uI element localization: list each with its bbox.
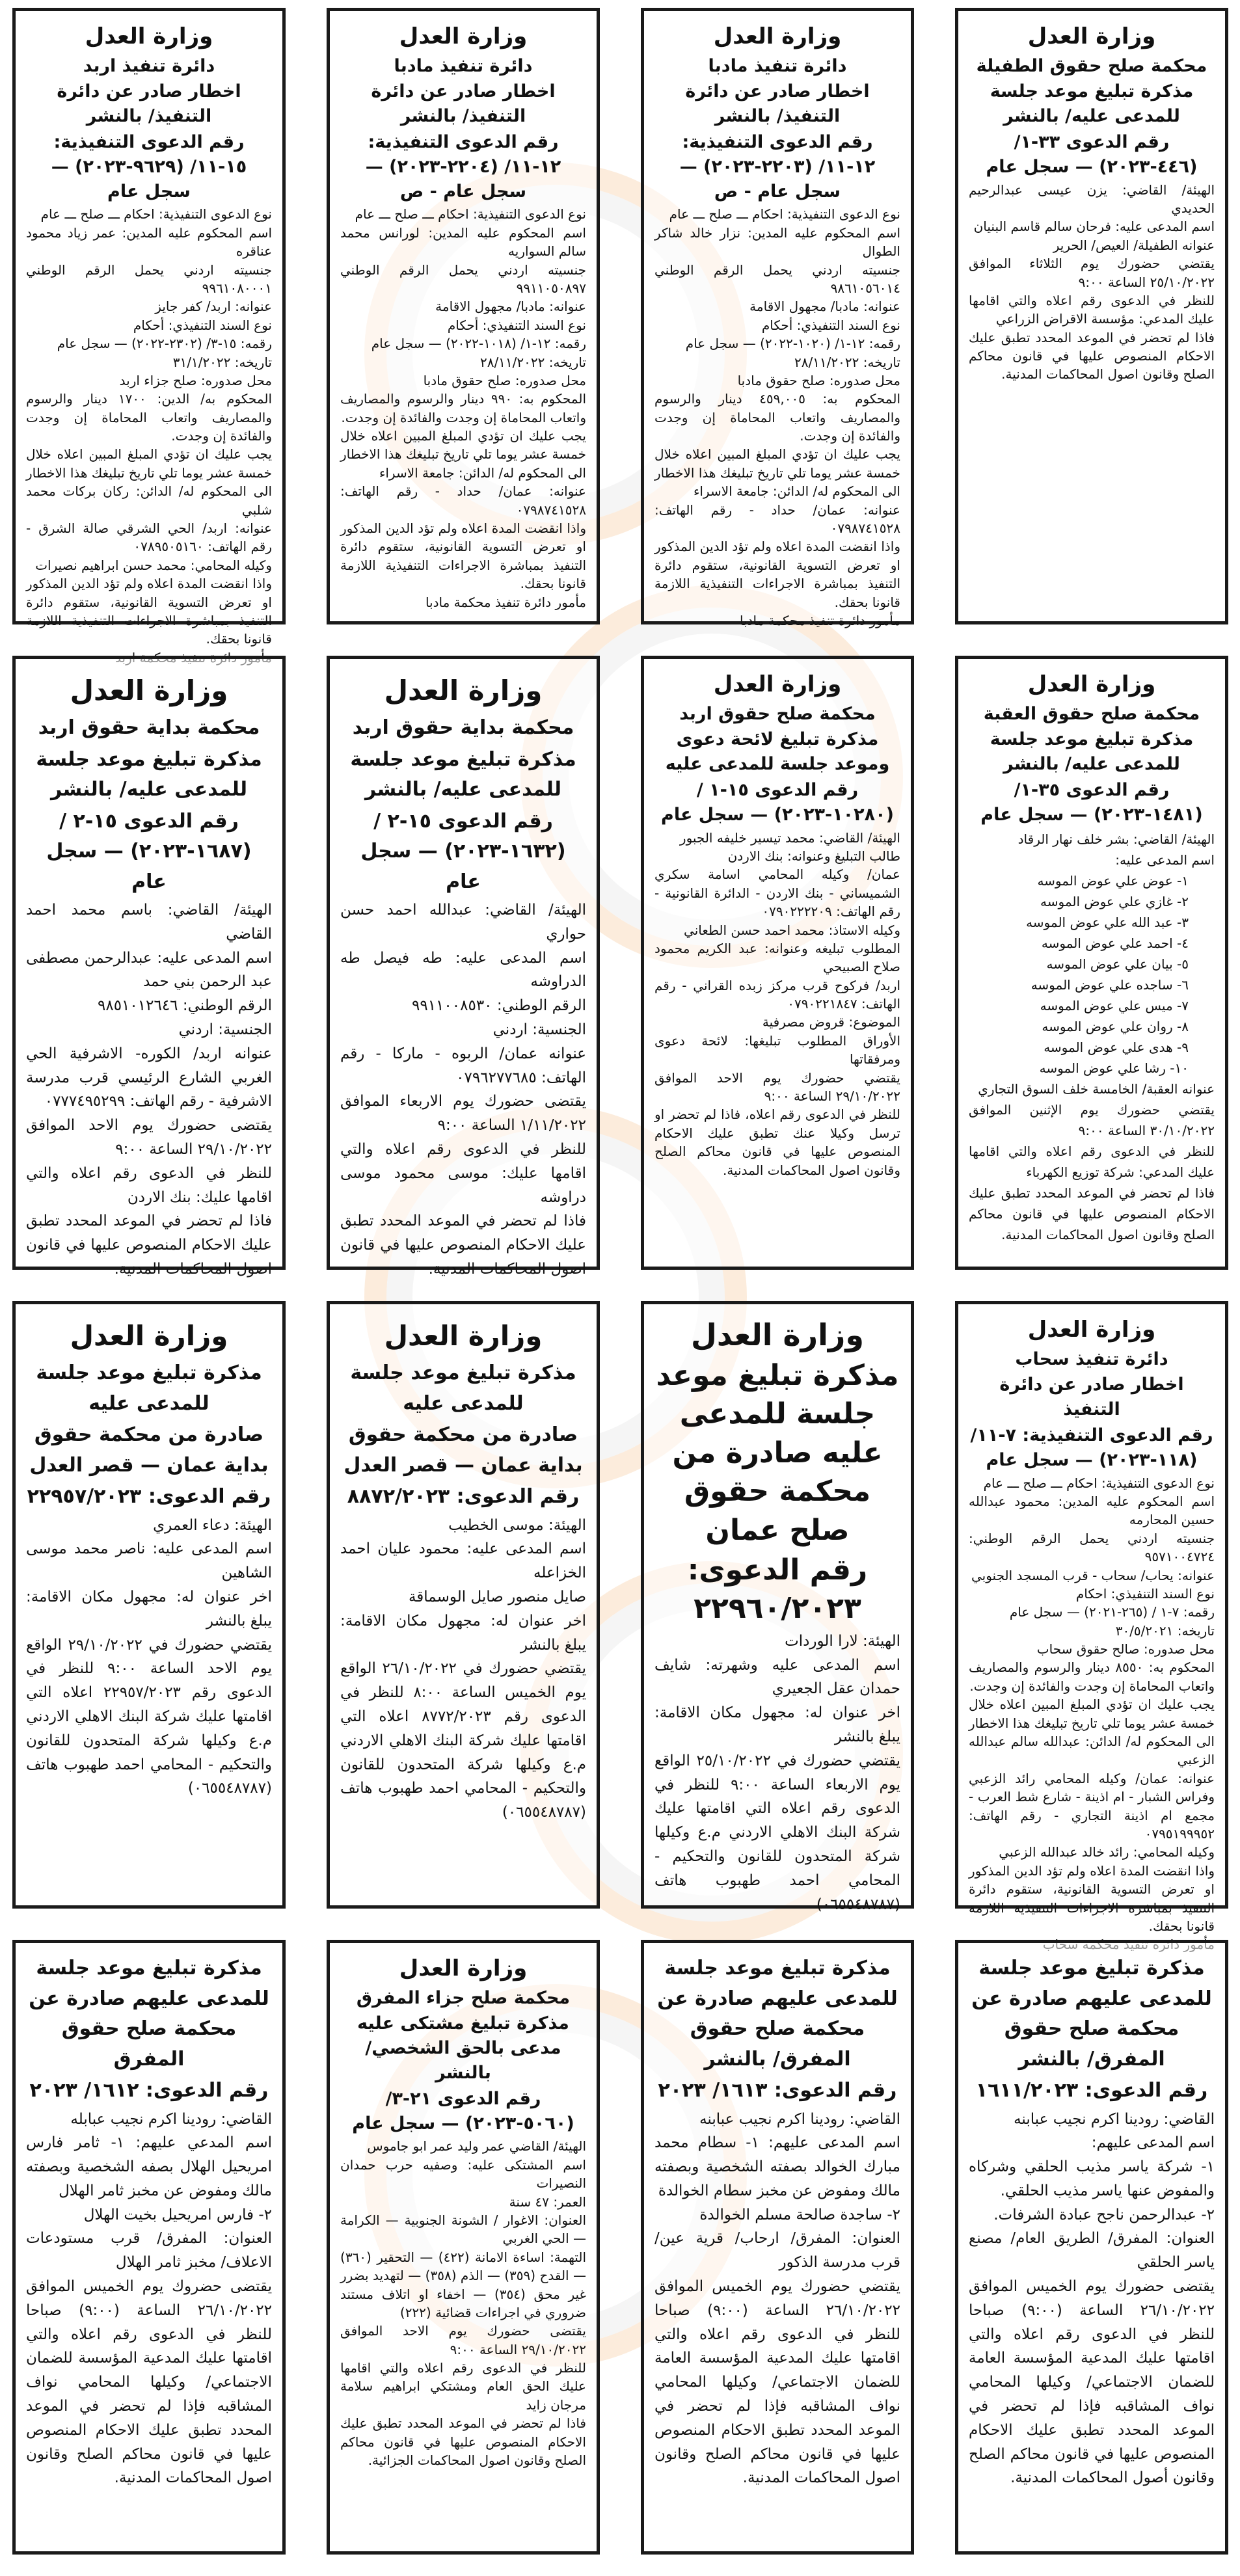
legal-notice <box>641 1940 914 2555</box>
notice-paragraph: وكيله الاستاذ: محمد احمد حسن الطعاني <box>684 922 900 938</box>
notice-subheading: رقم الدعوى التنفيذية: ١٥-١١/ (٩٦٢٩-٢٠٢٣) — سجل عام <box>51 131 247 202</box>
notice-paragraph: عنوانه عمان/ الربوه - ماركا - رقم الهاتف: ٠٧٩٦٢٧٧٦٨٥ <box>340 1045 586 1086</box>
notice-subheading: مذكرة تبليغ موعد جلسة للمدعى عليه صادرة من محكمة حقوق صلح عمان <box>656 1359 899 1547</box>
notice-paragraph: المطلوب تبليغه وعنوانه: عبد الكريم محمود صلاح الصبيحي <box>654 940 900 975</box>
notice-paragraph: تاريخه: ٣١/١/٢٠٢٢ <box>172 354 272 370</box>
notice-paragraph: اسم المدعى عليه: محمود عليان احمد الخزاعله <box>340 1540 586 1582</box>
notice-paragraph: يجب عليك ان تؤدي المبلغ المبين اعلاه خلال خمسة عشر يوما تلي تاريخ تبليغك هذا الاخطار <box>654 446 900 481</box>
legal-notice <box>12 1940 286 2555</box>
notice-subheading: رقم الدعوى ١٥-٢ / (١٦٨٧-٢٠٢٣) — سجل عام <box>46 809 252 893</box>
notice-paragraph: طالب التبليغ وعنوانه: بنك الاردن <box>727 848 900 864</box>
notice-paragraph: التهمة: اساءة الامانة (٤٢٢) — التحقير (٣٦٠) — القدح (٣٥٩) — الذم (٣٥٨) — لتهديد بضرر غير محق (٣٥٤) — اخفاء او اتلاف مستند ضروري في اجراءات قضائية (٢٢٢) <box>340 2249 586 2320</box>
notice-paragraph: الى المحكوم له/ الدائن: جامعة الاسراء <box>693 483 900 500</box>
notice-paragraph: جنسيته اردني يحمل الرقم الوطني ٩٩٦١٠٨٠٠٠١ <box>26 262 272 296</box>
legal-notice <box>12 656 286 1278</box>
notice-paragraph: الموضوع: قروض مصرفية <box>762 1014 900 1030</box>
notice-paragraph: الجنسية: اردني <box>492 1021 586 1039</box>
notice-paragraph: نوع السند التنفيذي: أحكام <box>133 317 272 333</box>
legal-notice <box>327 656 600 1278</box>
notice-subheading: اخطار صادر عن دائرة التنفيذ <box>999 1375 1184 1420</box>
legal-notice <box>955 656 1228 1270</box>
notice-paragraph: نوع السند التنفيذي: احكام <box>1075 1585 1215 1602</box>
notice-paragraph: اسم المدعى عليه: عبدالرحمن مصطفى عبد الرحمن بني حمد <box>26 949 272 991</box>
notice-paragraph: مأمور دائرة تنفيذ محكمة مادبا <box>425 594 586 610</box>
notice-paragraph: للنظر في الدعوى رقم اعلاه والتي اقامها عليك الحق العام ومشتكي ابراهيم سلامة مرجان زايد <box>340 2360 586 2413</box>
notice-subheading: مذكرة تبليغ موعد جلسة للمدعى عليه <box>350 1362 576 1415</box>
notice-paragraph: يقتضي حضورك في ٢٦/١٠/٢٠٢٢ الواقع يوم الخميس الساعة ٨:٠٠ للنظر في الدعوى رقم ٨٧٧٢/٢٠٢٣ اعلاه التي اقامتها عليك شركة البنك الاهلي الاردني م.ع وكيلها شركة المتحدون للقانون والتحكيم - المحامي احمد طهبوب هاتف (٠٦٥٥٤٨٧٨٧) <box>340 1660 586 1821</box>
notice-paragraph: الهيئة/ القاضي: باسم محمد احمد القاضي <box>26 902 272 943</box>
notice-paragraph: رقمه: ٧-١ / (٢٦٥-٢٠٢١) — سجل عام <box>1009 1604 1215 1620</box>
notice-paragraph: المحكوم به: ٩٩٠ دينار والرسوم والمصاريف واتعاب المحاماة إن وجدت والفائدة إن وجدت. <box>340 391 587 425</box>
notice-paragraph: رقمه: ١٢-١/ (١٠١٨-٢٠٢٢) — سجل عام <box>371 336 586 352</box>
notice-subheading: صادرة من محكمة حقوق بداية عمان — قصر العدل <box>344 1423 583 1477</box>
notice-paragraph: الرقم الوطني: ٩٩١١٠٠٨٥٣٠ <box>411 997 586 1015</box>
notice-paragraph: اسم المحكوم عليه المدين: لورانس محمد سالم السواريه <box>340 224 586 260</box>
notice-paragraph: عنوانه: اربد/ الحي الشرقي صالة الشرق - رقم الهاتف: ٠٧٨٩٥٠٥١٦٠ <box>26 520 272 555</box>
notice-paragraph: عنوانه اربد/ الكوره- الاشرفية الحي الغربي الشارع الرئيسي قرب مدرسة الاشرفية - رقم الهاتف: ٠٧٧٧٤٩٥٢٩٩ <box>26 1045 272 1110</box>
notice-paragraph: وكيله المحامي: محمد حسن ابراهيم نصيرات <box>35 557 272 573</box>
notice-paragraph: ١- عوض علي عوض الموسه <box>1037 872 1189 889</box>
notice-paragraph: ٣- عبد الله علي عوض الموسه <box>1026 914 1189 930</box>
legal-notice <box>955 8 1228 624</box>
legal-notice <box>641 1301 914 1913</box>
notice-paragraph: يقتضي حضورك في ٢٩/١٠/٢٠٢٢ الواقع يوم الاحد الساعة ٩:٠٠ للنظر في الدعوى رقم ٢٢٩٥٧/٢٠٢٣ اعلاه التي اقامتها عليك شركة البنك الاهلي الاردني م.ع وكيلها شركة المتحدون للقانون والتحكيم - المحامي احمد طهبوب هاتف (٠٦٥٥٤٨٧٨٧) <box>26 1636 272 1797</box>
notice-paragraph: اسم المحكوم عليه المدين: عمر زياد محمود عناقره <box>26 224 272 260</box>
notice-paragraph: ٢- ساجدة صالحة مسلم الخوالدة <box>699 2206 900 2223</box>
notice-heading: وزارة العدل <box>85 23 213 49</box>
notice-heading: وزارة العدل <box>691 1317 864 1352</box>
notice-subheading: دائرة تنفيذ سحاب <box>1015 1348 1168 1369</box>
notice-paragraph: الهيئة/ القاضي: بشر خلف نهار الرقاد <box>1018 831 1215 847</box>
notice-heading: مذكرة تبليغ موعد جلسة للمدعى عليهم صادرة عن محكمة صلح حقوق المفرق/ بالنشر <box>657 1957 898 2071</box>
notice-paragraph: الهيئة/ القاضي: يزن عيسى عبدالرحيم الحديدي <box>969 181 1215 216</box>
notice-heading: وزارة العدل <box>399 23 528 49</box>
notice-paragraph: عنوانه: يحاب/ سحاب - قرب المسجد الجنوبي <box>971 1567 1215 1583</box>
notice-paragraph: جنسيته اردني يحمل الرقم الوطني ٩٩١١٠٥٠٨٩٧ <box>340 262 586 296</box>
notice-paragraph: الهيئة: موسى الخطيب <box>448 1516 586 1534</box>
notice-subheading: صادرة من محكمة حقوق بداية عمان — قصر العدل <box>29 1423 269 1477</box>
notice-subheading: اخطار صادر عن دائرة التنفيذ/ بالنشر <box>371 81 556 127</box>
notice-paragraph: ٩- هدى علي عوض الموسه <box>1044 1039 1189 1055</box>
notice-paragraph: اسم المدعي عليهم: ١- ثامر فارس امريحيل الهلال بصفه الشخصية وبصفته مالك ومفوض عن مخبز ثامر الهلال <box>26 2134 273 2199</box>
notice-paragraph: القاضي: رودينا اكرم نجيب عبابله <box>70 2110 272 2128</box>
notice-paragraph: مأمور دائرة تنفيذ محكمة مادبا <box>739 612 900 628</box>
notice-paragraph: فاذا لم تحضر في الموعد المحدد تطبق عليك الاحكام المنصوص عليها في قانون محاكم الصلح وقانون اصول المحاكمات الجزائية. <box>340 2415 586 2469</box>
notice-paragraph: محل صدوره: صالح حقوق سحاب <box>1036 1641 1215 1657</box>
notice-subheading: رقم الدعوى التنفيذية: ١٢-١١/ (٢٢٠٤-٢٠٢٣) — سجل عام - ص <box>365 131 561 202</box>
notice-heading: وزارة العدل <box>70 1320 228 1352</box>
notice-subheading: محكمة صلح حقوق اربد <box>679 703 876 724</box>
notice-paragraph: اخر عنوان له: مجهول مكان الاقامة: يبلغ بالنشر <box>26 1588 272 1630</box>
notice-paragraph: جنسيته اردني يحمل الرقم الوطني ٩٨٦١٠٥٦٠١٤ <box>654 262 900 296</box>
legal-notice <box>641 656 914 1270</box>
notice-heading: وزارة العدل <box>1027 23 1156 49</box>
notice-paragraph: تاريخه: ٢٨/١١/٢٠٢٢ <box>794 354 900 370</box>
legal-notice <box>955 1940 1228 2555</box>
notice-paragraph: يقتضى حضورك يوم الاحد الموافق ٢٩/١٠/٢٠٢٢ الساعة ٩:٠٠ <box>26 1117 272 1159</box>
notice-paragraph: صايل منصور صايل الوسماقة <box>408 1588 586 1605</box>
notice-paragraph: رقمه: ١٥-٣/ (٢٣٠٢-٢٠٢٢) — سجل عام <box>57 336 272 352</box>
notice-paragraph: الى المحكوم له/ الدائن: جامعة الاسراء <box>379 464 586 481</box>
notice-paragraph: نوع الدعوى التنفيذية: احكام ـــ صلح ـــ عام <box>983 1475 1215 1491</box>
notice-subheading: رقم الدعوى ٣٥-١/ (١٤٨١-٢٠٢٣) — سجل عام <box>980 779 1203 825</box>
notice-subheading: رقم الدعوى التنفيذية: ١٢-١١/ (٢٢٠٣-٢٠٢٣) — سجل عام - ص <box>679 131 876 202</box>
notice-paragraph: عمان/ وكيله المحامي اسامة سكري الشميساني - بنك الاردن - الدائرة القانونية - رقم الهاتف: ٠٧٩٠٢٢٢٢٠٩ <box>654 866 900 920</box>
notice-subheading: دائرة تنفيذ مادبا <box>708 55 847 76</box>
notice-paragraph: ٥- بيان علي عوض الموسه <box>1046 956 1189 972</box>
notice-heading: وزارة العدل <box>713 671 842 697</box>
notice-paragraph: اخر عنوان له: مجهول مكان الاقامة: يبلغ بالنشر <box>340 1612 586 1654</box>
notice-paragraph: المحكوم به/ الدين: ١٧٠٠ دينار والرسوم والمصاريف واتعاب المحاماة إن وجدت والفائدة إن وجدت. <box>26 391 272 444</box>
notice-paragraph: الرقم الوطني: ٩٨٥١٠١٢٦٤٦ <box>97 997 272 1015</box>
notice-heading: وزارة العدل <box>70 675 228 706</box>
notice-paragraph: ٦- ساجده علي عوض الموسه <box>1031 976 1189 993</box>
notice-paragraph: اسم المدعى عليه: فرحان سالم قاسم البنيان <box>973 219 1215 235</box>
notice-subheading: مذكرة تبليغ موعد جلسة للمدعى عليه/ بالنشر <box>990 729 1194 775</box>
legal-notice <box>327 1940 600 2555</box>
notice-paragraph: ٧- ميس علي عوض الموسه <box>1040 997 1189 1013</box>
notice-subheading: مذكرة تبليغ لائحة دعوى وموعد جلسة للمدعى عليه <box>665 729 890 775</box>
notice-paragraph: اسم المحكوم عليه المدين: محمود عبدالله حسين المحارمه <box>969 1493 1215 1528</box>
notice-paragraph: العنوان: الاغوار / الشونة الجنوبية — الكرامة — الحي الغربي <box>340 2212 586 2247</box>
notice-paragraph: اسم المدعى عليه: طه فيصل طه الدراوشه <box>340 949 586 991</box>
notice-paragraph: ٢- عبدالرحمن ناجح عبادة الشرفات. <box>993 2206 1215 2223</box>
notice-paragraph: يقتضي حضورك يوم الخميس الموافق ٢٦/١٠/٢٠٢٢ الساعة (٩:٠٠) صباحا للنظر في الدعوى رقم اعلاه والتي اقامتها عليك المدعية المؤسسة العامة للضمان الاجتماعي/ وكيلها المحامي نواف المشاقبه فإذا لم تحضر في الموعد المحدد تطبق الاحكام المنصوص عليها في قانون محاكم الصلح وقانون اصول المحاكمات المدنية. <box>654 2278 900 2487</box>
notice-subheading: رقم الدعوى ٣٣-١/ (٤٤٦-٢٠٢٣) — سجل عام <box>986 131 1198 177</box>
notice-paragraph: يقتضى حضورك يوم الاحد الموافق ٢٩/١٠/٢٠٢٢ الساعة ٩:٠٠ <box>340 2323 586 2357</box>
notice-paragraph: الهيئة/ القاضي: محمد تيسير خليفه الجبور <box>679 829 900 846</box>
legal-notice <box>327 1301 600 1909</box>
notice-paragraph: للنظر في الدعوى رقم اعلاه، فاذا لم تحضر او ترسل وكيلا عنك تطبق عليك الاحكام المنصوص عليها في قانون محاكم الصلح وقانون اصول المحاكمات المدنية. <box>654 1107 900 1178</box>
notice-paragraph: يقتضي حضورك يوم الثلاثاء الموافق ٢٥/١٠/٢٠٢٢ الساعة ٩:٠٠ <box>969 256 1215 290</box>
notice-paragraph: نوع الدعوى التنفيذية: احكام ـــ صلح ـــ عام <box>355 206 586 222</box>
notice-paragraph: ٢- غازي علي عوض الموسه <box>1040 893 1189 909</box>
notice-paragraph: تاريخه: ٢٨/١١/٢٠٢٢ <box>479 354 586 370</box>
notice-subheading: دائرة تنفيذ مادبا <box>394 55 533 76</box>
notice-paragraph: جنسيته اردني يحمل الرقم الوطني: ٩٥٧١٠٠٤٧٢٤ <box>969 1530 1215 1565</box>
notice-paragraph: عنوانه: عمان/ حداد - رقم الهاتف: ٠٧٩٨٧٤١٥٢٨ <box>654 502 900 537</box>
notice-paragraph: محل صدوره: صلح حقوق مادبا <box>423 372 586 388</box>
notice-subheading: اخطار صادر عن دائرة التنفيذ/ بالنشر <box>685 81 870 127</box>
notice-paragraph: العنوان: المفرق/ ارحاب/ قرية عين/ قرب مدرسة الذكور <box>654 2230 900 2272</box>
notice-paragraph: فاذا لم تحضر في الموعد المحدد تطبق عليك الاحكام المنصوص عليها في قانون محاكم الصلح وقانون اصول المحاكمات المدنية. <box>969 1185 1215 1242</box>
notice-paragraph: عنوانه العقبة/ الخامسة خلف السوق التجاري <box>978 1080 1215 1097</box>
notice-paragraph: فاذا لم تحضر في الموعد المحدد تطبق عليك الاحكام المنصوص عليها في قانون اصول المحاكمات المدنية. <box>340 1213 586 1278</box>
notice-subheading: رقم الدعوى ٢١-٣/ (٥٠٦٠-٢٠٢٣) — سجل عام <box>352 2088 574 2134</box>
notice-paragraph: اسم المدعى عليهم: <box>1091 2134 1215 2152</box>
notice-subheading: مذكرة تبليغ موعد جلسة للمدعى عليه/ بالنشر <box>990 81 1194 127</box>
notice-paragraph: فاذا لم تحضر في الموعد المحدد تطبق عليك الاحكام المنصوص عليها في قانون اصول المحاكمات المدنية. <box>26 1213 272 1278</box>
legal-notice <box>12 1301 286 1909</box>
legal-notices-page <box>12 8 1228 2555</box>
notice-paragraph: القاضي: رودينا اكرم نجيب عبابنه <box>699 2110 900 2128</box>
notice-paragraph: عنوانه: اربد/ كفر جايز <box>155 299 272 315</box>
notice-paragraph: يقتضى حضورك يوم الاربعاء الموافق ١/١١/٢٠٢٢ الساعة ٩:٠٠ <box>340 1093 586 1134</box>
notice-paragraph: اسم المدعى عليه وشهرته: شايف حمدان عقل الجعيري <box>654 1656 900 1698</box>
notice-subheading: محكمة صلح جزاء المفرق <box>356 1987 571 2008</box>
notice-heading: وزارة العدل <box>713 23 842 49</box>
notice-heading: مذكرة تبليغ موعد جلسة للمدعى عليهم صادرة عن محكمة صلح حقوق المفرق <box>29 1957 269 2071</box>
notice-paragraph: المحكوم به: ٤٥٩,٠٠٥ دينار والرسوم والمصاريف واتعاب المحاماة إن وجدت والفائدة إن وجدت. <box>654 391 901 444</box>
notice-paragraph: الهيئة: لارا الوردات <box>785 1632 900 1650</box>
notice-paragraph: القاضي: رودينا اكرم نجيب عبابنه <box>1014 2110 1215 2128</box>
notice-paragraph: الهيئة/ القاضي: عبدالله احمد حسن حواري <box>340 902 586 943</box>
notice-paragraph: العنوان: المفرق/ الطريق العام/ مصنع ياسر الحلقي <box>969 2230 1215 2272</box>
notice-paragraph: العمر: ٤٧ سنة <box>509 2194 586 2210</box>
notice-paragraph: عنوانه الطفيلة/ العيص/ الحرير <box>1053 237 1215 253</box>
notice-paragraph: اسم المدعى عليه: <box>1115 852 1215 868</box>
notice-paragraph: الهيئة/ القاضي عمر وليد عمر ابو جاموس <box>367 2138 586 2154</box>
notice-paragraph: اسم المدعى عليهم: ١- سطام محمد مبارك الخوالد بصفته الشخصية وبصفته مالك ومفوض عن مخبز سطام الخوالدة <box>654 2134 900 2199</box>
legal-notice <box>327 8 600 624</box>
notice-paragraph: واذا انقضت المدة اعلاه ولم تؤد الدين المذكور او تعرض التسوية القانونية، ستقوم دائرة التنفيذ بمباشرة الاجراءات التنفيذية اللازمة قانونا بحقك. <box>26 576 272 647</box>
notice-heading: وزارة العدل <box>1027 1317 1156 1343</box>
notice-paragraph: محل صدوره: صلح جزاء اربد <box>119 372 272 388</box>
notice-paragraph: للنظر في الدعوى رقم اعلاه والتي اقامها عليك المدعي: شركة توزيع الكهرباء <box>969 1143 1215 1180</box>
notice-heading: وزارة العدل <box>384 1320 543 1352</box>
notice-paragraph: الأوراق المطلوب تبليغها: لائحة دعوى ومرفقاتها <box>654 1032 900 1067</box>
notice-paragraph: ١٠- رشا علي عوض الموسه <box>1039 1060 1189 1076</box>
notice-paragraph: عنوانه: مادبا/ مجهول الاقامة <box>435 299 586 315</box>
notice-paragraph: نوع السند التنفيذي: أحكام <box>761 317 900 333</box>
notice-paragraph: يجب عليك ان تؤدي المبلغ المبين اعلاه خلال خمسة عشر يوما تلي تاريخ تبليغك هذا الاخطار <box>340 428 586 463</box>
notice-paragraph: للنظر في الدعوى رقم اعلاه والتي اقامها عليك: موسى محمود موسى دراوشه <box>340 1141 586 1206</box>
notice-paragraph: يقتضى حضروك يوم الخميس الموافق ٢٦/١٠/٢٠٢٢ الساعة (٩:٠٠) صباحا للنظر في الدعوى رقم اعلاه والتي اقامتها عليك المدعية المؤسسة للضمان الاجتماعي/ وكيلها المحامي نواف المشاقبه فإذا لم تحضر في الموعد المحدد تطبق عليك الاحكام المنصوص عليها في قانون محاكم الصلح وقانون اصول المحاكمات المدنية. <box>26 2278 272 2487</box>
notice-paragraph: ٨- روان علي عوض الموسه <box>1042 1018 1189 1034</box>
notice-paragraph: نوع الدعوى التنفيذية: احكام ـــ صلح ـــ عام <box>40 206 272 222</box>
notice-paragraph: واذا انقضت المدة اعلاه ولم تؤد الدين المذكور او تعرض التسوية القانونية، ستقوم دائرة التنفيذ بمباشرة الاجراءات التنفيذية اللازمة قانونا بحقك. <box>654 539 900 610</box>
notice-paragraph: يقتضى حضورك يوم الخميس الموافق ٢٦/١٠/٢٠٢٢ الساعة (٩:٠٠) صباحا للنظر في الدعوى رقم اعلاه والتي اقامتها عليك المدعية المؤسسة العامة للضمان الاجتماعي/ وكيلها المحامي نواف المشاقبه فإذا لم تحضر في الموعد المحدد تطبق عليك الاحكام المنصوص عليها في قانون محاكم الصلح وقانون أصول المحاكمات المدنية. <box>969 2278 1215 2487</box>
notice-paragraph: يجب عليك ان تؤدي المبلغ المبين اعلاه خلال خمسة عشر يوما تلي تاريخ تبليغك هذا الاخطار <box>968 1697 1215 1731</box>
legal-notice <box>955 1301 1228 1934</box>
notice-paragraph: واذا انقضت المدة اعلاه ولم تؤد الدين المذكور او تعرض التسوية القانونية، ستقوم دائرة التنفيذ بمباشرة الاجراءات التنفيذية اللازمة قانونا بحقك. <box>969 1862 1215 1934</box>
notice-paragraph: للنظر في الدعوى رقم اعلاه والتي اقامها عليك المدعي: مؤسسة الاقراض الزراعي <box>969 292 1215 327</box>
notice-paragraph: اربد/ فركوح قرب مركز زبده القراني - رقم الهاتف: ٠٧٩٠٢٢١٨٤٧ <box>654 977 900 1012</box>
notice-subheading: مذكرة تبليغ موعد جلسة للمدعى عليه/ بالنشر <box>350 747 576 801</box>
notice-subheading: محكمة بداية حقوق اربد <box>352 716 574 740</box>
notice-subheading: رقم الدعوى: ٢٢٩٥٧/٢٠٢٣ <box>27 1485 271 1509</box>
notice-subheading: رقم الدعوى: ١٦١٣/ ٢٠٢٣ <box>658 2079 897 2102</box>
notice-subheading: اخطار صادر عن دائرة التنفيذ/ بالنشر <box>57 81 241 127</box>
notice-paragraph: اخر عنوان له: مجهول مكان الاقامة: يبلغ بالنشر <box>654 1704 900 1746</box>
notice-subheading: رقم الدعوى ١٥-١ / (١٠٢٨٠-٢٠٢٣) — سجل عام <box>661 779 894 825</box>
legal-notice <box>641 8 914 628</box>
notice-paragraph: ١- شركة ياسر مذيب الحلقي وشركاه والمفوض عنها ياسر مذيب الحلقي. <box>969 2158 1215 2199</box>
notice-paragraph: يجب عليك ان تؤدي المبلغ المبين اعلاه خلال خمسة عشر يوما تلي تاريخ تبليغك هذا الاخطار <box>25 446 272 481</box>
notice-paragraph: ٤- احمد علي عوض الموسه <box>1041 935 1189 951</box>
notice-paragraph: نوع الدعوى التنفيذية: احكام ـــ صلح ـــ عام <box>669 206 900 222</box>
notice-subheading: رقم الدعوى: ١٦١٢/ ٢٠٢٣ <box>29 2079 269 2102</box>
notice-paragraph: وكيله المحامي: رائد خالد عبدالله الزعبي <box>999 1844 1215 1860</box>
notice-paragraph: عنوانه: عمان/ وكيله المحامي رائد الزعبي وفراس الشبار - ام اذينة - شارع شط العرب - مجمع ام اذينة التجاري - رقم الهاتف: ٠٧٩٥١٩٩٩٥٢ <box>969 1770 1215 1842</box>
notice-paragraph: رقمه: ١٢-١/ (١٠٢٠-٢٠٢٢) — سجل عام <box>685 336 900 352</box>
notice-subheading: رقم الدعوى ١٥-٢ / (١٦٣٢-٢٠٢٣) — سجل عام <box>360 809 566 893</box>
notice-paragraph: للنظر في الدعوى رقم اعلاه والتي اقامها عليك: بنك الاردن <box>26 1164 272 1206</box>
notice-paragraph: الهيئة: دعاء العمري <box>153 1516 272 1534</box>
notice-heading: وزارة العدل <box>399 1955 528 1981</box>
notice-paragraph: العنوان: المفرق/ قرب مستودعات الاعلاف/ مخبز ثامر الهلال <box>26 2230 272 2272</box>
notice-paragraph: اسم المدعى عليه: ناصر محمد موسى الشاهين <box>26 1540 272 1582</box>
notice-paragraph: اسم المشتكى عليه: وصفيه حرب حمدان النصيرات <box>340 2156 586 2192</box>
notice-subheading: رقم الدعوى: ٢٢٩٦٠/٢٠٢٣ <box>687 1553 868 1626</box>
notice-paragraph: تاريخه: ٣٠/٥/٢٠٢١ <box>1115 1622 1215 1639</box>
notice-subheading: مذكرة تبليغ مشتكى عليه مدعى بالحق الشخصي/ بالنشر <box>357 2013 569 2083</box>
notice-subheading: محكمة بداية حقوق اربد <box>38 716 260 740</box>
notice-paragraph: عنوانه: عمان/ حداد - رقم الهاتف: ٠٧٩٨٧٤١٥٢٨ <box>340 483 586 518</box>
notice-paragraph: يقتضي حضورك في ٢٥/١٠/٢٠٢٢ الواقع يوم الاربعاء الساعة ٩:٠٠ للنظر في الدعوى رقم اعلاه التي اقامتها عليك شركة البنك الاهلي الاردني م.ع وكيلها شركة المتحدون للقانون والتحكيم - المحامي احمد طهبوب هاتف (٠٦٥٥٤٨٧٨٧) <box>654 1752 900 1913</box>
legal-notice <box>12 8 286 647</box>
notice-heading: مذكرة تبليغ موعد جلسة للمدعى عليهم صادرة عن محكمة صلح حقوق المفرق/ بالنشر <box>971 1957 1212 2071</box>
notice-heading: وزارة العدل <box>384 675 543 706</box>
notice-paragraph: يقتضي حضورك يوم الإثنين الموافق ٣٠/١٠/٢٠٢٢ الساعة ٩:٠٠ <box>969 1101 1215 1138</box>
notice-paragraph: الى المحكوم له/ الدائن: عبدالله سالم عبدالله الزعبي <box>969 1734 1215 1768</box>
notice-subheading: مذكرة تبليغ موعد جلسة للمدعى عليه/ بالنشر <box>36 747 262 801</box>
notice-paragraph: نوع السند التنفيذي: أحكام <box>447 317 586 333</box>
notice-subheading: رقم الدعوى: ٨٨٧٢/٢٠٢٣ <box>347 1485 580 1509</box>
notice-paragraph: يقتضي حضورك يوم الاحد الموافق ٢٩/١٠/٢٠٢٢ الساعة ٩:٠٠ <box>654 1069 900 1105</box>
notice-subheading: محكمة صلح حقوق العقبة <box>983 703 1200 724</box>
notice-subheading: مذكرة تبليغ موعد جلسة للمدعى عليه <box>36 1362 262 1415</box>
notice-subheading: دائرة تنفيذ اربد <box>83 55 215 76</box>
notice-paragraph: فاذا لم تحضر في الموعد المحدد تطبق عليك الاحكام المنصوص عليها في قانون محاكم الصلح وقانون اصول المحاكمات المدنية. <box>969 329 1215 382</box>
notice-paragraph: محل صدوره: صلح حقوق مادبا <box>737 372 900 388</box>
notice-paragraph: الجنسية: اردني <box>178 1021 272 1039</box>
notice-paragraph: المحكوم به: ٨٥٥٠ دينار والرسوم والمصاريف واتعاب المحاماة إن وجدت والفائدة إن وجدت. <box>969 1659 1215 1694</box>
notice-paragraph: واذا انقضت المدة اعلاه ولم تؤد الدين المذكور او تعرض التسوية القانونية، ستقوم دائرة التنفيذ بمباشرة الاجراءات التنفيذية اللازمة قانونا بحقك. <box>340 520 586 592</box>
notice-paragraph: الى المحكوم له/ الدائن: ركان بركات محمد شلبي <box>26 483 272 518</box>
notice-paragraph: عنوانه: مادبا/ مجهول الاقامة <box>749 299 900 315</box>
notice-paragraph: اسم المحكوم عليه المدين: نزار خالد شاكر الطوال <box>654 224 900 260</box>
notice-subheading: رقم الدعوى التنفيذية: ٧-١١/ (١١٨-٢٠٢٣) — سجل عام <box>970 1425 1213 1470</box>
notice-heading: وزارة العدل <box>1027 671 1156 697</box>
notice-subheading: رقم الدعوى: ١٦١١/٢٠٢٣ <box>975 2079 1208 2102</box>
notice-subheading: محكمة صلح حقوق الطفيلة <box>976 55 1207 76</box>
notice-paragraph: ٢- فارس امريحيل بخيت الهلال <box>83 2206 272 2223</box>
